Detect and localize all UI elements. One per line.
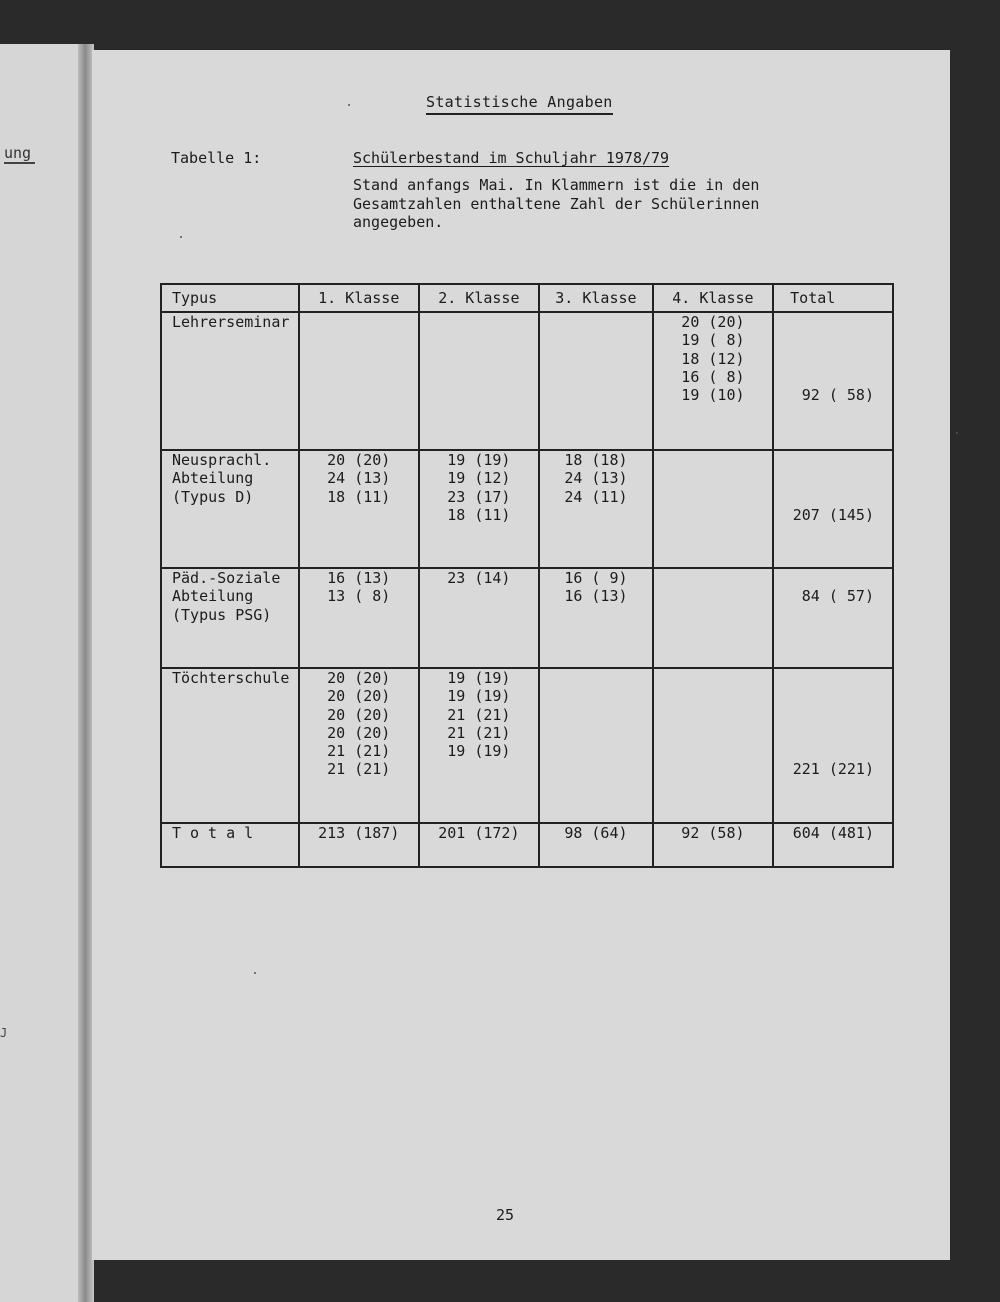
table-title: Schülerbestand im Schuljahr 1978/79 xyxy=(353,149,670,167)
cell-klasse-4 xyxy=(653,568,773,668)
cell-total: 221 (221) xyxy=(773,668,893,823)
left-page-fragment-top: ung xyxy=(4,144,35,164)
cell-total-klasse-2: 201 (172) xyxy=(419,823,540,867)
table-label: Tabelle 1: xyxy=(171,149,262,167)
student-table xyxy=(160,283,894,868)
cell-total: 84 ( 57) xyxy=(773,568,893,668)
cell-total-klasse-3: 98 (64) xyxy=(539,823,653,867)
scan-speck xyxy=(254,972,256,974)
cell-klasse-2: 23 (14) xyxy=(419,568,540,668)
table-header-row xyxy=(161,284,893,312)
cell-typus: Päd.-Soziale Abteilung (Typus PSG) xyxy=(161,568,299,668)
header-klasse-4: 4. Klasse xyxy=(653,284,773,312)
cell-total-klasse-4: 92 (58) xyxy=(653,823,773,867)
left-page-fragment-bottom: J xyxy=(0,1026,8,1040)
cell-klasse-4 xyxy=(653,450,773,568)
table-row xyxy=(161,668,893,823)
scan-speck xyxy=(956,432,958,434)
cell-klasse-2: 19 (19) 19 (19) 21 (21) 21 (21) 19 (19) xyxy=(419,668,540,823)
header-total: Total xyxy=(773,284,893,312)
cell-klasse-3 xyxy=(539,312,653,450)
cell-klasse-4 xyxy=(653,668,773,823)
cell-grand-total: 604 (481) xyxy=(773,823,893,867)
table-row xyxy=(161,312,893,450)
cell-klasse-4: 20 (20) 19 ( 8) 18 (12) 16 ( 8) 19 (10) xyxy=(653,312,773,450)
cell-klasse-1: 20 (20) 24 (13) 18 (11) xyxy=(299,450,419,568)
header-klasse-3: 3. Klasse xyxy=(539,284,653,312)
cell-typus: Lehrerseminar xyxy=(161,312,299,450)
scan-speck xyxy=(348,104,350,106)
page-number: 25 xyxy=(496,1206,515,1224)
left-page-edge xyxy=(0,44,88,1302)
cell-total: 92 ( 58) xyxy=(773,312,893,450)
section-header: Statistische Angaben xyxy=(426,93,613,115)
cell-klasse-2 xyxy=(419,312,540,450)
cell-total-klasse-1: 213 (187) xyxy=(299,823,419,867)
header-klasse-2: 2. Klasse xyxy=(419,284,540,312)
table-caption: Stand anfangs Mai. In Klammern ist die in den Gesamtzahlen enthaltene Zahl der Schülerinnen angegeben. xyxy=(353,176,760,231)
cell-total-label: Total xyxy=(161,823,299,867)
header-klasse-1: 1. Klasse xyxy=(299,284,419,312)
cell-typus: Neusprachl. Abteilung (Typus D) xyxy=(161,450,299,568)
cell-klasse-3 xyxy=(539,668,653,823)
cell-klasse-3: 16 ( 9) 16 (13) xyxy=(539,568,653,668)
header-typus: Typus xyxy=(161,284,299,312)
cell-typus: Töchterschule xyxy=(161,668,299,823)
table-row xyxy=(161,450,893,568)
cell-klasse-2: 19 (19) 19 (12) 23 (17) 18 (11) xyxy=(419,450,540,568)
cell-klasse-3: 18 (18) 24 (13) 24 (11) xyxy=(539,450,653,568)
cell-klasse-1: 16 (13) 13 ( 8) xyxy=(299,568,419,668)
cell-klasse-1 xyxy=(299,312,419,450)
cell-total: 207 (145) xyxy=(773,450,893,568)
scan-speck xyxy=(180,236,182,238)
table-row xyxy=(161,568,893,668)
table-total-row xyxy=(161,823,893,867)
cell-klasse-1: 20 (20) 20 (20) 20 (20) 20 (20) 21 (21) 21 (21) xyxy=(299,668,419,823)
